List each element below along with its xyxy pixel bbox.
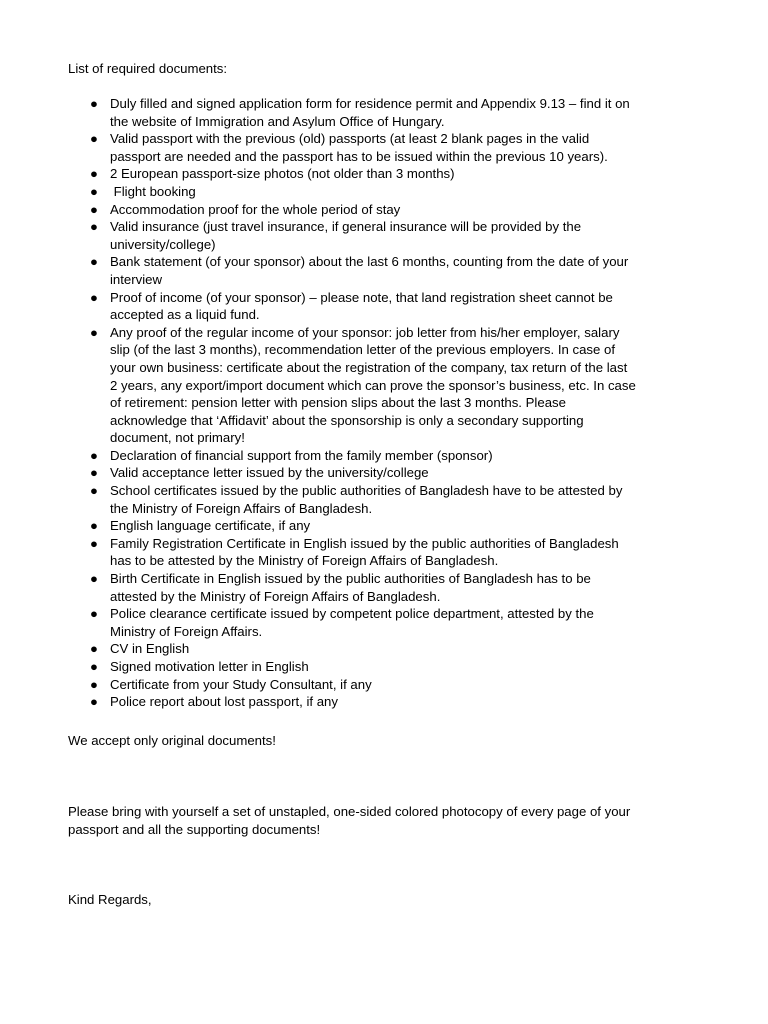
- list-item-text: Declaration of financial support from the family member (sponsor): [110, 447, 493, 463]
- bullet-icon: ●: [90, 535, 98, 551]
- bullet-icon: ●: [90, 447, 98, 463]
- bullet-icon: ●: [90, 166, 98, 182]
- list-item-text: Birth Certificate in English issued by the public authorities of Bangladesh has to be attested by the Ministry of Foreign Affairs of Bangladesh.: [110, 571, 591, 604]
- bullet-icon: ●: [90, 96, 98, 111]
- list-item: [68, 201, 638, 219]
- bullet-icon: ●: [90, 483, 98, 499]
- bullet-icon: ●: [90, 183, 98, 199]
- bullet-icon: ●: [90, 518, 98, 534]
- list-item-text: Family Registration Certificate in English issued by the public authorities of Bangladesh has to be attested by the Ministry of Foreign Affairs of Bangladesh.: [110, 535, 619, 569]
- list-item: [68, 218, 638, 253]
- bullet-icon: ●: [90, 659, 98, 674]
- list-item: [68, 676, 638, 694]
- list-item-text: Any proof of the regular income of your sponsor: job letter from his/her employer, salary slip (of the last 3 months), recommendation letter of the previous employers. In case of your own business: certificate about the registration of the company, tax return of the last 2 years, any export/import document which can prove the sponsor’s business, etc. In case of retirement: pension letter with pension slips about the last 3 months. Please acknowledge that ‘Affidavit’ about the sponsorship is only a secondary supporting document, not primary!: [110, 324, 636, 446]
- list-item-text: Signed motivation letter in English: [110, 659, 309, 674]
- list-intro: List of required documents:: [68, 61, 228, 76]
- bullet-icon: ●: [90, 201, 98, 217]
- list-item: [68, 517, 638, 535]
- list-item: [68, 570, 638, 605]
- bullet-icon: ●: [90, 219, 98, 235]
- bullet-icon: ●: [90, 131, 98, 147]
- list-item-text: Proof of income (of your sponsor) – please note, that land registration sheet cannot be accepted as a liquid fund.: [110, 289, 613, 323]
- list-item: [68, 605, 638, 640]
- list-item: [68, 289, 638, 324]
- list-item-text: Certificate from your Study Consultant, if any: [110, 676, 372, 692]
- bullet-icon: ●: [90, 289, 98, 305]
- list-item: [68, 693, 638, 711]
- bullet-icon: ●: [90, 254, 98, 270]
- list-item-text: 2 European passport-size photos (not older than 3 months): [110, 166, 455, 182]
- bullet-icon: ●: [90, 571, 98, 587]
- list-item-text: CV in English: [110, 641, 190, 657]
- list-item: [68, 482, 638, 517]
- list-item-text: Bank statement (of your sponsor) about the last 6 months, counting from the date of your interview: [110, 254, 629, 287]
- list-item-text: Accommodation proof for the whole period of stay: [110, 201, 401, 217]
- bullet-icon: ●: [90, 324, 98, 340]
- bullet-icon: ●: [90, 694, 98, 710]
- bullet-icon: ●: [90, 606, 98, 622]
- closing-salutation: Kind Regards,: [68, 892, 152, 907]
- list-item: [68, 447, 638, 465]
- list-item: [68, 464, 638, 482]
- photocopy-instructions: Please bring with yourself a set of unstapled, one-sided colored photocopy of every page of your passport and all the supporting documents!: [68, 804, 631, 837]
- list-item: [68, 535, 638, 570]
- list-item-text: Valid insurance (just travel insurance, if general insurance will be provided by the university/college): [110, 219, 582, 252]
- original-documents-note: We accept only original documents!: [68, 733, 276, 748]
- list-item: [68, 183, 638, 201]
- list-item-text: Valid acceptance letter issued by the university/college: [110, 465, 429, 481]
- list-item-text: Police report about lost passport, if any: [110, 694, 338, 710]
- list-item-text: School certificates issued by the public authorities of Bangladesh have to be attested by the Ministry of Foreign Affairs of Bangladesh.: [110, 483, 623, 516]
- list-item: [68, 95, 638, 130]
- list-item: [68, 640, 638, 658]
- list-item-text: English language certificate, if any: [110, 518, 311, 534]
- list-item-text: Flight booking: [110, 183, 196, 199]
- bullet-icon: ●: [90, 465, 98, 481]
- list-item: [68, 253, 638, 288]
- list-item-text: Duly filled and signed application form for residence permit and Appendix 9.13 – find it on the website of Immigration and Asylum Office of Hungary.: [110, 96, 630, 129]
- list-item: [68, 658, 638, 676]
- list-item-text: Police clearance certificate issued by competent police department, attested by the Ministry of Foreign Affairs.: [110, 606, 594, 639]
- list-item: [68, 165, 638, 183]
- required-documents-list: [68, 95, 638, 711]
- list-item: [68, 324, 638, 447]
- bullet-icon: ●: [90, 676, 98, 692]
- list-item: [68, 130, 638, 165]
- list-item-text: Valid passport with the previous (old) passports (at least 2 blank pages in the valid passport are needed and the passport has to be issued within the previous 10 years).: [110, 131, 608, 164]
- bullet-icon: ●: [90, 641, 98, 657]
